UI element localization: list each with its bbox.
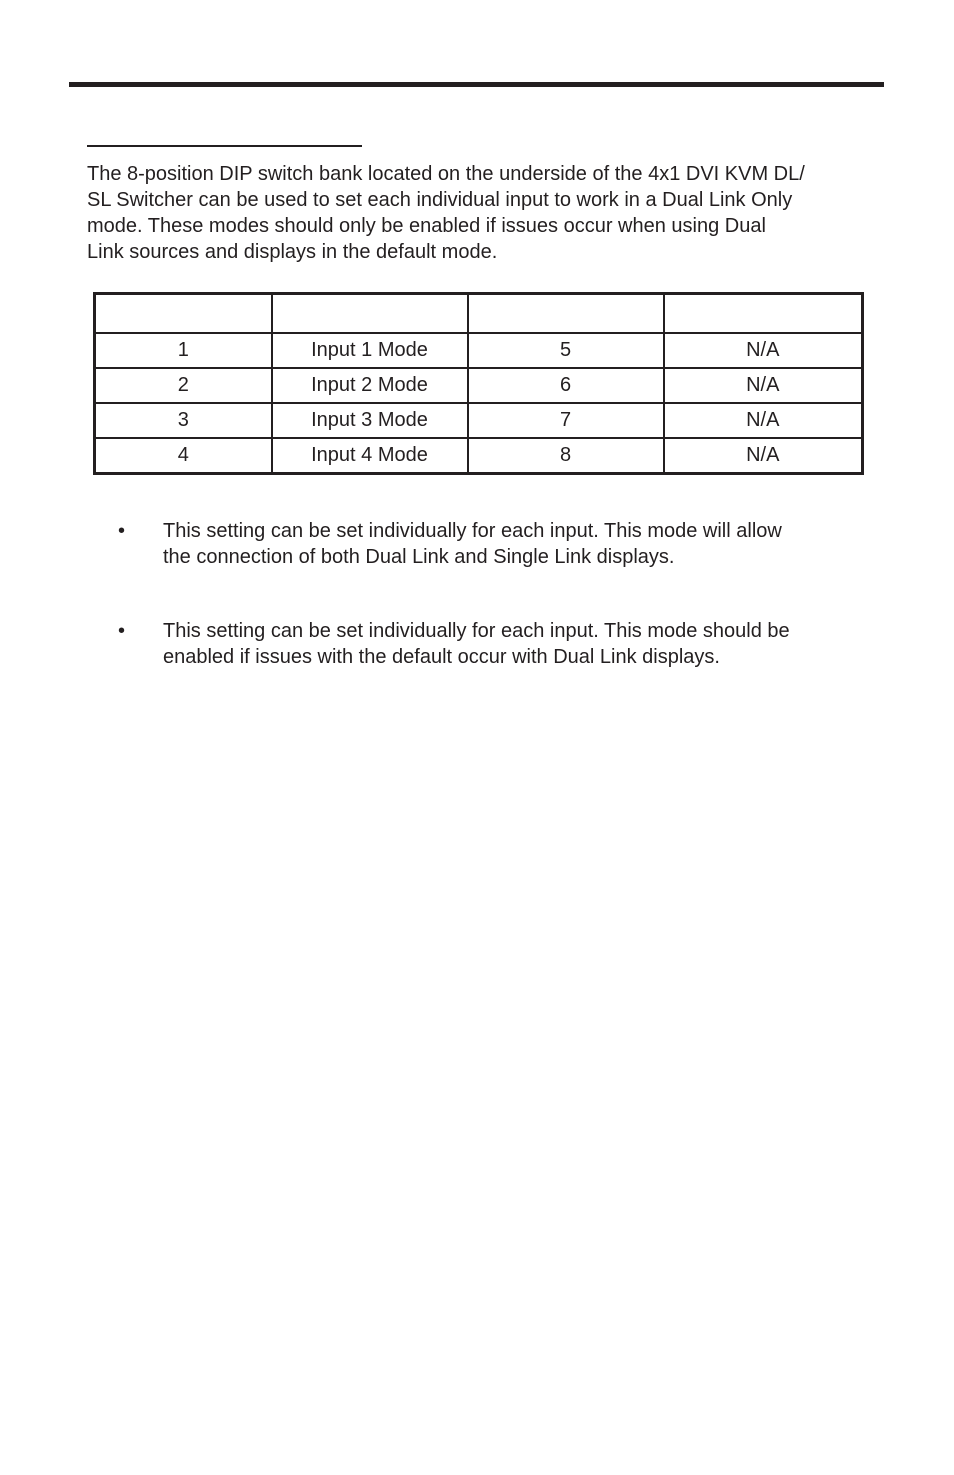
header-cell bbox=[664, 294, 863, 334]
intro-paragraph: The 8-position DIP switch bank located on the underside of the 4x1 DVI KVM DL/ SL Switcher can be used to set each individual input to work in a Dual Link Only mode. These modes should only be enabled if issues occur when using Dual Link sources and displays in the default mode. bbox=[87, 163, 805, 263]
function-cell: Input 3 Mode bbox=[272, 403, 468, 438]
switch-number-cell: 3 bbox=[95, 403, 272, 438]
switch-number-cell: 1 bbox=[95, 333, 272, 368]
switch-number-cell: 7 bbox=[468, 403, 664, 438]
header-cell bbox=[95, 294, 272, 334]
switch-number-cell: 8 bbox=[468, 438, 664, 474]
switch-number-cell: 2 bbox=[95, 368, 272, 403]
function-cell: N/A bbox=[664, 438, 863, 474]
bullet-text: This setting can be set individually for each input. This mode will allow the connection of both Dual Link and Single Link displays. bbox=[163, 520, 782, 568]
header-cell bbox=[272, 294, 468, 334]
top-rule bbox=[69, 82, 884, 87]
table-header-row bbox=[95, 294, 863, 334]
bullet-symbol: • bbox=[118, 520, 126, 542]
header-cell bbox=[468, 294, 664, 334]
switch-number-cell: 5 bbox=[468, 333, 664, 368]
function-cell: N/A bbox=[664, 368, 863, 403]
function-cell: N/A bbox=[664, 403, 863, 438]
table-row bbox=[95, 403, 863, 438]
table-row bbox=[95, 438, 863, 474]
switch-number-cell: 4 bbox=[95, 438, 272, 474]
dip-switch-table bbox=[93, 292, 864, 475]
section-heading-underline bbox=[87, 145, 362, 147]
table-row bbox=[95, 333, 863, 368]
function-cell: N/A bbox=[664, 333, 863, 368]
function-cell: Input 1 Mode bbox=[272, 333, 468, 368]
switch-number-cell: 6 bbox=[468, 368, 664, 403]
function-cell: Input 2 Mode bbox=[272, 368, 468, 403]
bullet-symbol: • bbox=[118, 620, 126, 642]
function-cell: Input 4 Mode bbox=[272, 438, 468, 474]
table-row bbox=[95, 368, 863, 403]
bullet-text: This setting can be set individually for each input. This mode should be enabled if issues with the default occur with Dual Link displays. bbox=[163, 620, 790, 668]
